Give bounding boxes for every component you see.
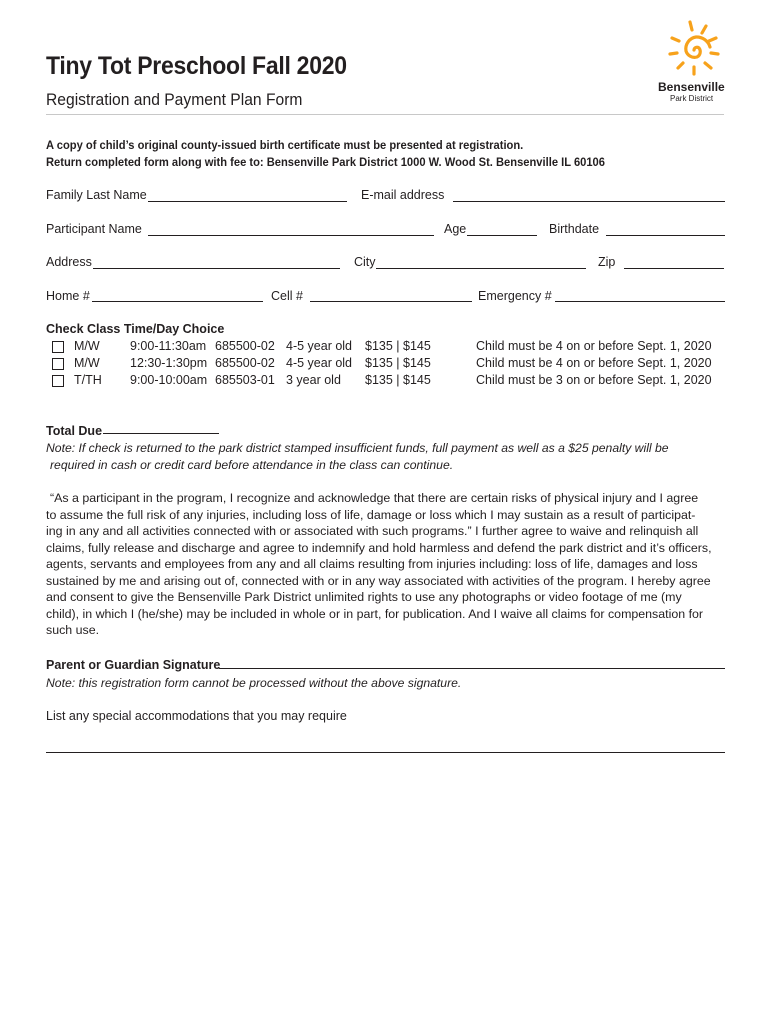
insufficient-funds-note-cont: required in cash or credit card before attendance in the class can continue. <box>50 458 454 472</box>
waiver-line: agents, servants and employees from any and all claims resulting from injuries including: loss of life, damages and loss <box>46 557 698 571</box>
waiver-line: claims, fully release and discharge and agree to indemnify and hold harmless and defend the park district and it’s officers, <box>46 540 712 555</box>
class-row <box>52 339 722 356</box>
class-checkbox[interactable] <box>52 375 64 387</box>
class-fee: $135 | $145 <box>365 373 431 387</box>
family-last-name-field[interactable] <box>148 201 347 202</box>
class-days: M/W <box>74 356 100 370</box>
signature-label: Parent or Guardian Signature <box>46 658 221 672</box>
total-due-field[interactable] <box>103 433 219 434</box>
waiver-line: child), in which I (he/she) may be included in whole or in part, for publication. And I waive all claims for compensation for <box>46 606 704 621</box>
class-requirement: Child must be 3 on or before Sept. 1, 2020 <box>476 373 712 387</box>
class-code: 685503-01 <box>215 373 275 387</box>
class-requirement: Child must be 4 on or before Sept. 1, 2020 <box>476 339 712 353</box>
home-phone-field[interactable] <box>92 301 263 302</box>
class-fee: $135 | $145 <box>365 356 431 370</box>
class-age: 4-5 year old <box>286 356 353 370</box>
waiver-line: and consent to give the Bensenville Park District unlimited rights to use any photographs or video footage of me (my <box>46 590 682 604</box>
address-label: Address <box>46 255 92 269</box>
emergency-phone-field[interactable] <box>555 301 725 302</box>
class-row <box>52 356 722 373</box>
logo-name: Bensenville <box>658 80 725 94</box>
waiver-line: such use. <box>46 623 100 637</box>
return-form-notice: Return completed form along with fee to: Bensenville Park District 1000 W. Wood St. Bensenville IL 60106 <box>46 155 605 169</box>
class-days: T/TH <box>74 373 102 387</box>
class-checkbox[interactable] <box>52 341 64 353</box>
page-subtitle: Registration and Payment Plan Form <box>46 90 303 109</box>
waiver-line: ing in any and all activities connected with or associated with such programs.” I further agree to waive and relinquish all <box>46 524 699 538</box>
family-last-name-label: Family Last Name <box>46 188 147 202</box>
class-code: 685500-02 <box>215 356 275 370</box>
class-row <box>52 373 722 390</box>
waiver-line: to assume the full risk of any injuries, including loss of life, damage or loss which I may sustain as a result of participat- <box>46 507 696 522</box>
bensenville-logo <box>654 18 734 108</box>
waiver-line: sustained by me and arising out of, connected with or in any way associated with activities of the program. I hereby agree <box>46 573 711 588</box>
participant-name-field[interactable] <box>148 235 434 236</box>
class-choice-heading: Check Class Time/Day Choice <box>46 322 225 336</box>
logo-subtitle: Park District <box>670 94 714 103</box>
age-field[interactable] <box>467 235 537 236</box>
accommodations-field[interactable] <box>46 752 725 753</box>
page-title: Tiny Tot Preschool Fall 2020 <box>46 52 347 80</box>
waiver-paragraph <box>46 490 736 639</box>
home-phone-label: Home # <box>46 289 90 303</box>
participant-name-label: Participant Name <box>46 222 142 236</box>
class-requirement: Child must be 4 on or before Sept. 1, 2020 <box>476 356 712 370</box>
header-divider <box>46 114 724 115</box>
birth-certificate-notice: A copy of child’s original county-issued birth certificate must be presented at registration. <box>46 138 524 152</box>
zip-label: Zip <box>598 255 616 269</box>
age-label: Age <box>444 222 467 236</box>
emergency-phone-label: Emergency # <box>478 289 552 303</box>
city-field[interactable] <box>376 268 586 269</box>
cell-phone-label: Cell # <box>271 289 303 303</box>
class-time: 12:30-1:30pm <box>130 356 208 370</box>
total-due-label: Total Due <box>46 424 103 438</box>
class-days: M/W <box>74 339 100 353</box>
signature-field[interactable] <box>219 668 725 669</box>
signature-note: Note: this registration form cannot be processed without the above signature. <box>46 676 462 690</box>
class-code: 685500-02 <box>215 339 275 353</box>
insufficient-funds-note: Note: If check is returned to the park district stamped insufficient funds, full payment as well as a $25 penalty will be <box>46 441 669 455</box>
birthdate-label: Birthdate <box>549 222 600 236</box>
class-age: 4-5 year old <box>286 339 353 353</box>
class-fee: $135 | $145 <box>365 339 431 353</box>
class-time: 9:00-10:00am <box>130 373 208 387</box>
waiver-line: “As a participant in the program, I recognize and acknowledge that there are certain risks of physical injury and I agree <box>50 491 699 505</box>
accommodations-label: List any special accommodations that you may require <box>46 709 347 723</box>
email-field[interactable] <box>453 201 725 202</box>
cell-phone-field[interactable] <box>310 301 472 302</box>
address-field[interactable] <box>93 268 340 269</box>
class-age: 3 year old <box>286 373 341 387</box>
zip-field[interactable] <box>624 268 724 269</box>
email-label: E-mail address <box>361 188 445 202</box>
class-time: 9:00-11:30am <box>130 339 207 353</box>
birthdate-field[interactable] <box>606 235 725 236</box>
sun-spiral-icon <box>654 18 734 80</box>
class-checkbox[interactable] <box>52 358 64 370</box>
city-label: City <box>354 255 376 269</box>
